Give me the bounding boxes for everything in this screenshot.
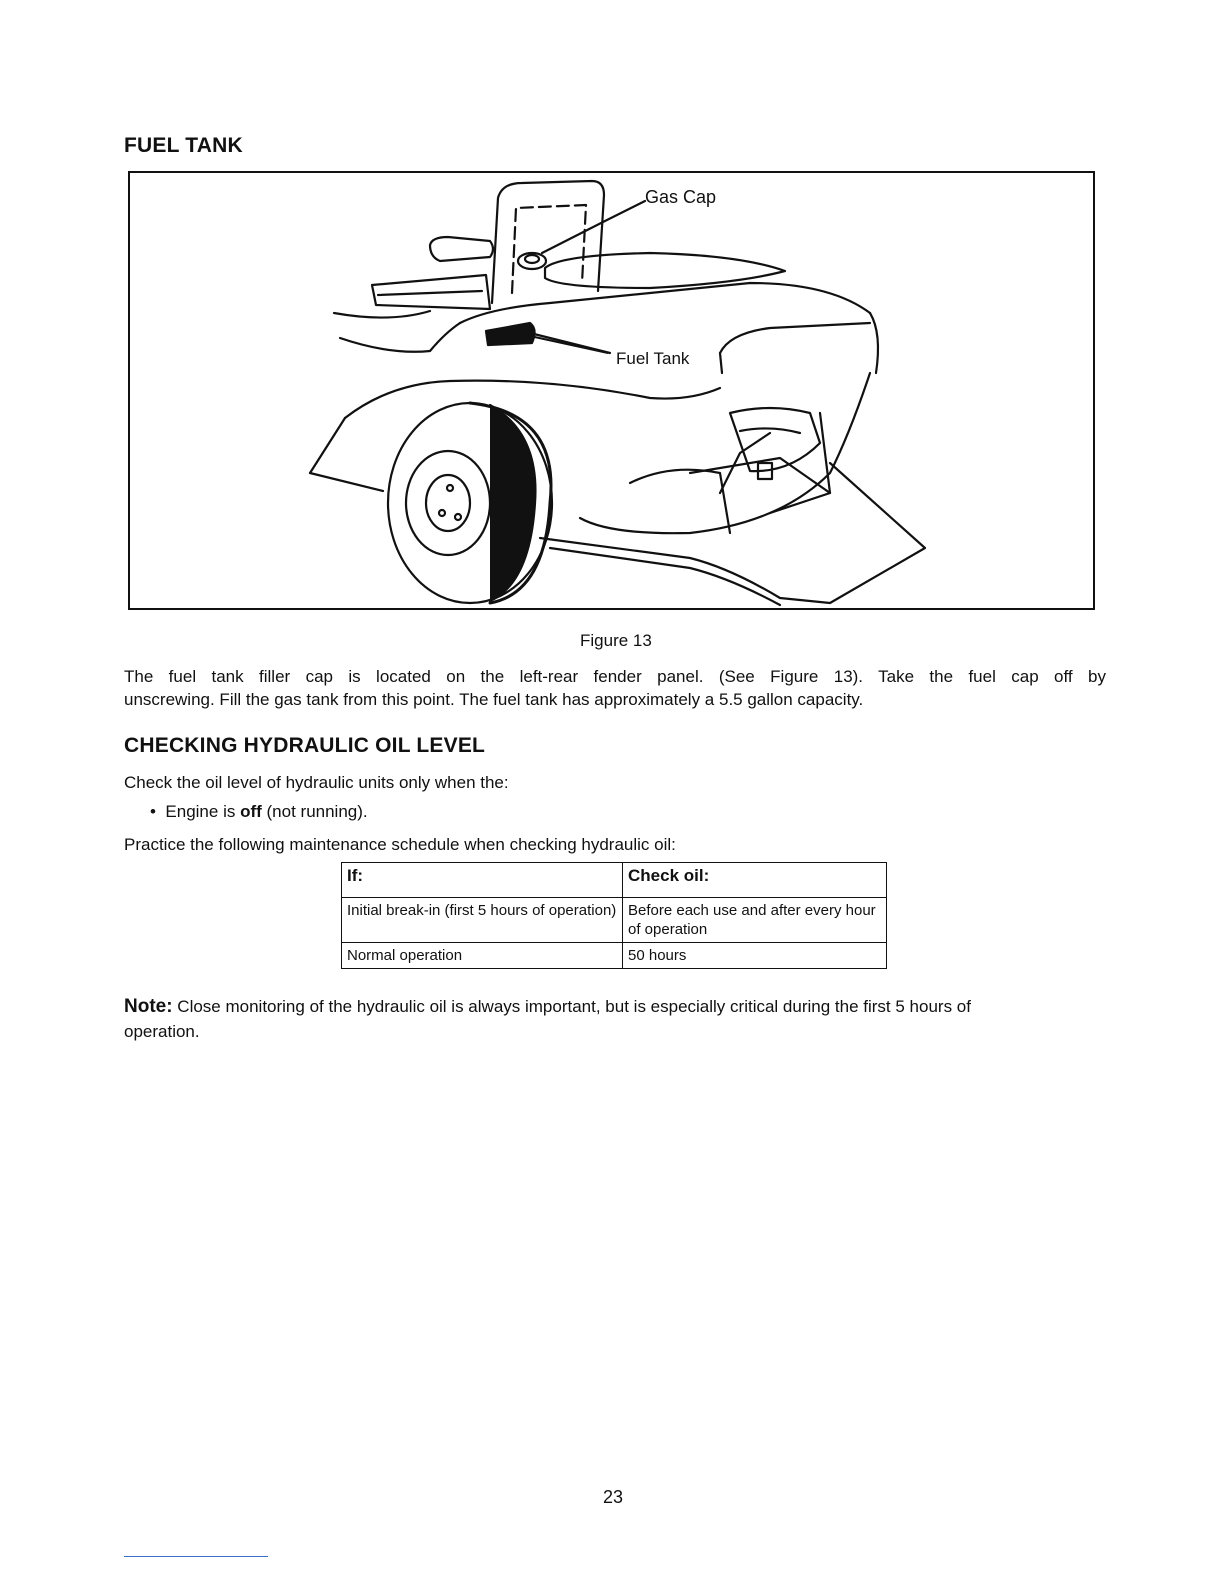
header-check-oil: Check oil: — [623, 863, 887, 898]
figure-caption: Figure 13 — [580, 631, 652, 650]
hydraulic-intro: Check the oil level of hydraulic units only when the: — [124, 773, 509, 792]
bullet-prefix: Engine is — [165, 802, 241, 821]
fuel-tank-heading: FUEL TANK — [124, 134, 243, 157]
table-row — [342, 943, 887, 969]
bullet-off-bold: off — [240, 802, 262, 821]
engine-off-bullet — [150, 801, 368, 822]
table-header-row — [342, 863, 887, 898]
row2-check: 50 hours — [623, 943, 887, 969]
row1-check: Before each use and after every hour of operation — [623, 898, 887, 943]
footer-rule — [124, 1556, 268, 1557]
fuel-paragraph-line1: The fuel tank filler cap is located on the left-rear fender panel. (See Figure 13). Take the fuel cap off by — [124, 667, 1106, 686]
figure-13-box — [128, 171, 1095, 610]
bullet-suffix: (not running). — [261, 802, 368, 821]
mower-illustration — [130, 173, 1095, 610]
gas-cap-label: Gas Cap — [645, 187, 717, 207]
bullet-dot-icon: • — [150, 802, 156, 821]
header-if: If: — [342, 863, 623, 898]
note-text: Close monitoring of the hydraulic oil is always important, but is especially critical during the first 5 hours of — [172, 997, 971, 1016]
page-number: 23 — [603, 1487, 624, 1507]
hydraulic-heading: CHECKING HYDRAULIC OIL LEVEL — [124, 734, 486, 757]
schedule-intro: Practice the following maintenance schedule when checking hydraulic oil: — [124, 835, 676, 854]
row1-if: Initial break-in (first 5 hours of operation) — [342, 898, 623, 943]
table-row — [342, 898, 887, 943]
maintenance-schedule-table — [341, 862, 887, 969]
fuel-paragraph-line2: unscrewing. Fill the gas tank from this point. The fuel tank has approximately a 5.5 gallon capacity. — [124, 690, 864, 709]
note-line2: operation. — [124, 1022, 200, 1041]
fuel-tank-label: Fuel Tank — [616, 349, 690, 368]
row2-if: Normal operation — [342, 943, 623, 969]
note-line1 — [124, 996, 1114, 1017]
note-label: Note: — [124, 996, 173, 1017]
